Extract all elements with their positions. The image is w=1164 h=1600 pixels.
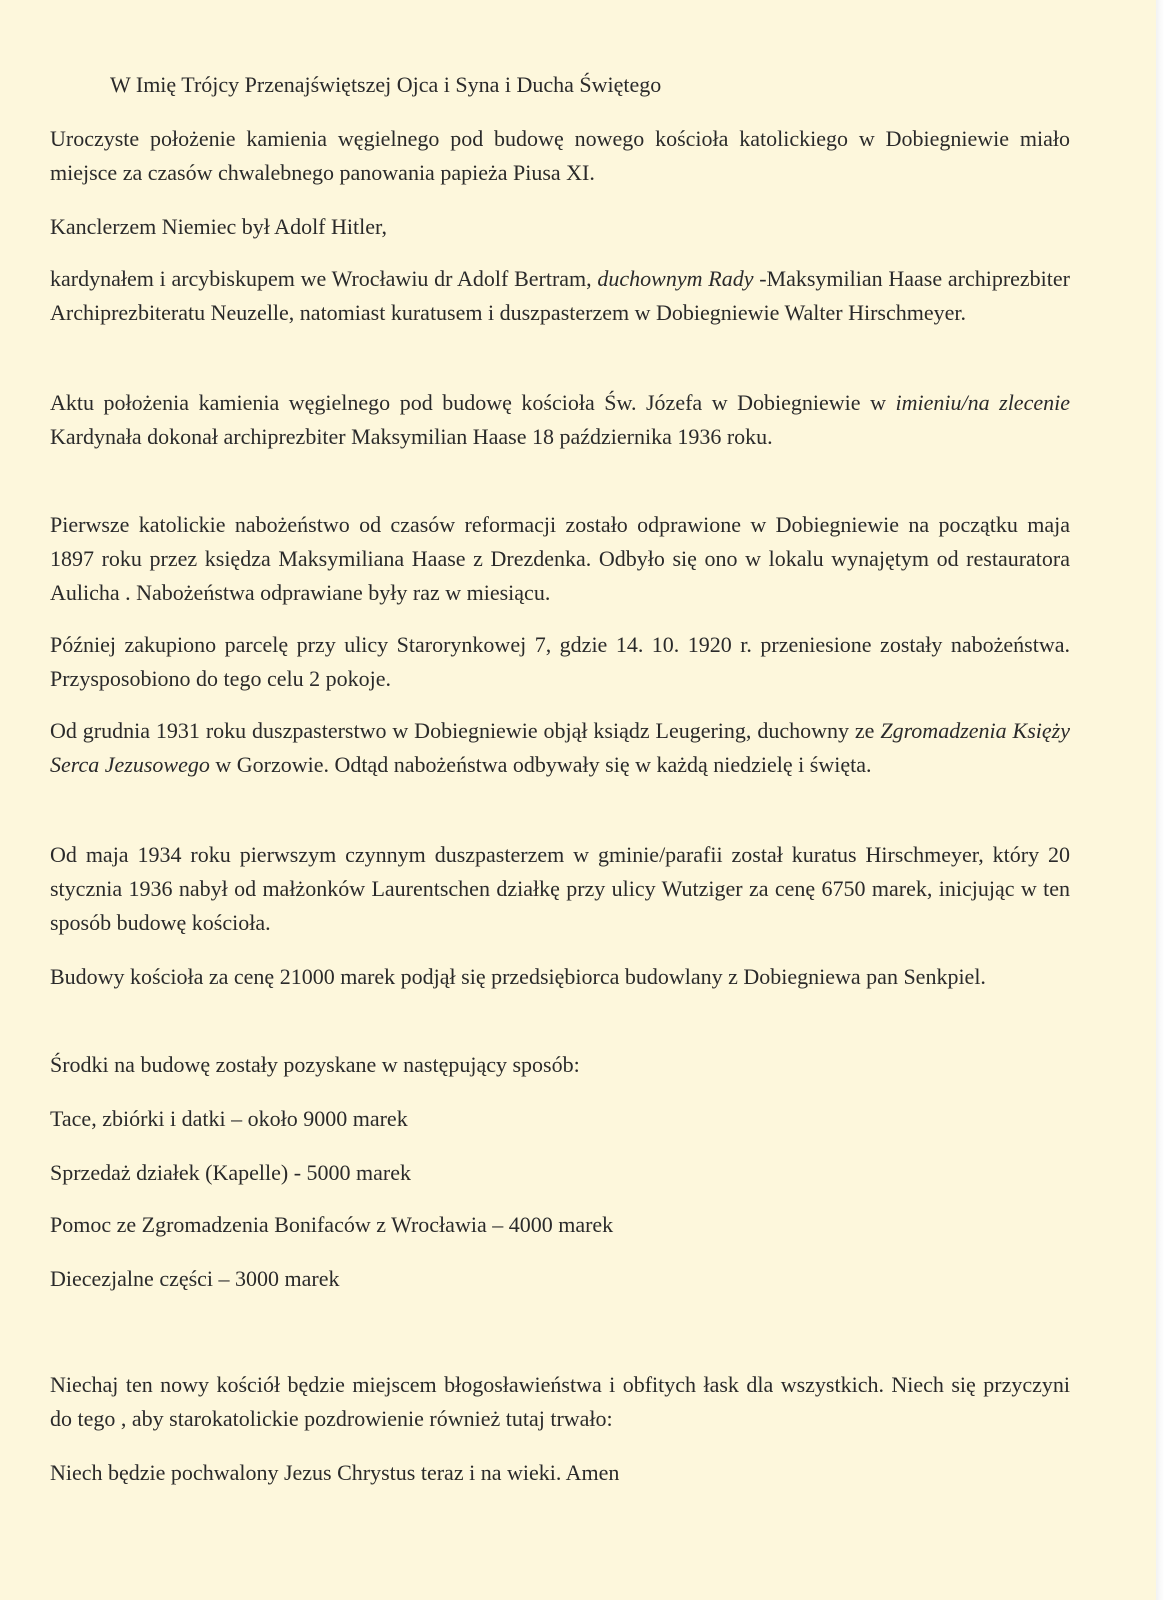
paragraph-cardinal-text-a: kardynałem i arcybiskupem we Wrocławiu dr Adolf Bertram, <box>50 266 598 291</box>
paragraph-act-text-a: Aktu położenia kamienia węgielnego pod budowę kościoła Św. Józefa w Dobiegniewie w <box>50 390 896 415</box>
funding-item: Pomoc ze Zgromadzenia Bonifaców z Wrocławia – 4000 marek <box>50 1212 614 1237</box>
paragraph-hirschmeyer: Od maja 1934 roku pierwszym czynnym duszpasterzem w gminie/parafii został kuratus Hirschmeyer, który 20 stycznia 1936 nabył od małżonków Laurentschen działkę przy ulicy Wutziger za cenę 6750 marek, inicjując w ten sposób budowę kościoła. <box>50 842 1070 935</box>
paragraph-closing: Niech będzie pochwalony Jezus Chrystus teraz i na wieki. Amen <box>50 1460 620 1485</box>
paragraph-act <box>50 386 1070 454</box>
paragraph-act-text-b: Kardynała dokonał archiprezbiter Maksymilian Haase 18 października 1936 roku. <box>50 424 773 449</box>
funding-item: Diecezjalne części – 3000 marek <box>50 1266 340 1291</box>
paragraph-cardinal <box>50 262 1070 330</box>
paragraph-parcel: Później zakupiono parcelę przy ulicy Starorynkowej 7, gdzie 14. 10. 1920 r. przeniesione zostały nabożeństwa. Przysposobiono do tego celu 2 pokoje. <box>50 632 1070 691</box>
funding-item: Tace, zbiórki i datki – około 9000 marek <box>50 1106 408 1131</box>
paragraph-blessing: Niechaj ten nowy kościół będzie miejscem błogosławieństwa i obfitych łask dla wszystkich. Niech się przyczyni do tego , aby starokatolickie pozdrowienie również tutaj trwało: <box>50 1372 1070 1431</box>
paragraph-leugering-italic: Zgromadzenia Księży Serca Jezusowego <box>50 718 1070 777</box>
paragraph-act-italic: imieniu/na zlecenie <box>895 390 1070 415</box>
funding-item: Sprzedaż działek (Kapelle) - 5000 marek <box>50 1160 411 1185</box>
paragraph-cardinal-italic: duchownym Rady <box>597 266 754 291</box>
page-edge <box>1156 0 1164 1600</box>
paragraph-funding-intro: Środki na budowę zostały pozyskane w następujący sposób: <box>50 1052 580 1077</box>
paragraph-cardinal-text-b: -Maksymilian Haase archiprezbiter Archiprezbiteratu Neuzelle, natomiast kuratusem i duszpasterzem w Dobiegniewie Walter Hirschmeyer. <box>50 266 1071 325</box>
paragraph-leugering-text-b: w Gorzowie. Odtąd nabożeństwa odbywały się w każdą niedzielę i święta. <box>209 752 872 777</box>
paragraph-ceremony: Uroczyste położenie kamienia węgielnego pod budowę nowego kościoła katolickiego w Dobiegniewie miało miejsce za czasów chwalebnego panowania papieża Piusa XI. <box>50 126 1070 185</box>
paragraph-first-service: Pierwsze katolickie nabożeństwo od czasów reformacji zostało odprawione w Dobiegniewie na początku maja 1897 roku przez księdza Maksymiliana Haase z Drezdenka. Odbyło się ono w lokalu wynajętym od restauratora Aulicha . Nabożeństwa odprawiane były raz w miesiącu. <box>50 512 1070 605</box>
document-heading: W Imię Trójcy Przenajświętszej Ojca i Syna i Ducha Świętego <box>110 72 662 97</box>
paragraph-leugering <box>50 714 1070 782</box>
paragraph-chancellor: Kanclerzem Niemiec był Adolf Hitler, <box>50 214 387 239</box>
paragraph-builder: Budowy kościoła za cenę 21000 marek podjął się przedsiębiorca budowlany z Dobiegniewa pan Senkpiel. <box>50 964 986 989</box>
paragraph-leugering-text-a: Od grudnia 1931 roku duszpasterstwo w Dobiegniewie objął ksiądz Leugering, duchowny ze <box>50 718 881 743</box>
